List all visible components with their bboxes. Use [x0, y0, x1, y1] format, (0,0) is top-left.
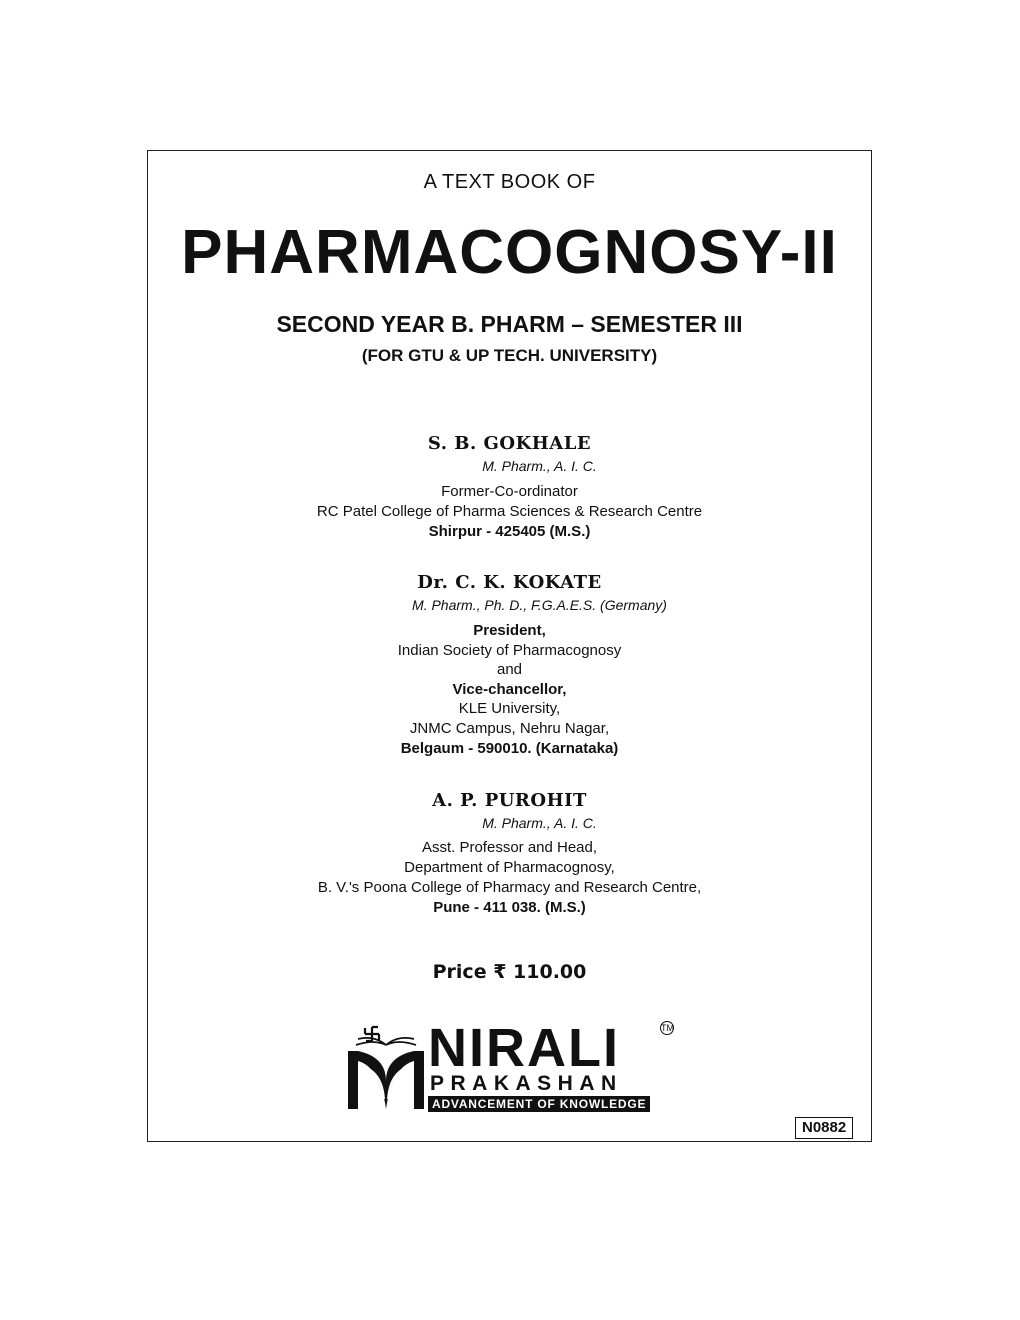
publisher-name: NIRALI [428, 1018, 620, 1078]
author-affiliation: Former-Co-ordinator [441, 483, 578, 500]
price-label: Price ₹ 110.00 [432, 961, 587, 983]
author-degrees: M. Pharm., A. I. C. [482, 815, 597, 831]
author-degrees: M. Pharm., Ph. D., F.G.A.E.S. (Germany) [412, 597, 667, 613]
publisher-subname: PRAKASHAN [430, 1072, 623, 1095]
author-name: A. P. PUROHIT [432, 790, 587, 811]
pretitle: A TEXT BOOK OF [423, 171, 596, 193]
author-affiliation: Indian Society of Pharmacognosy [397, 642, 622, 659]
course-subtitle: SECOND YEAR B. PHARM – SEMESTER III [276, 311, 743, 337]
author-address: Pune - 411 038. (M.S.) [433, 899, 586, 916]
author-affiliation: and [496, 661, 523, 678]
swastika-book-logo-icon [344, 1021, 428, 1113]
author-affiliation: Vice-chancellor, [452, 681, 567, 698]
publisher-logo [344, 1018, 676, 1113]
author-name: Dr. C. K. KOKATE [417, 572, 602, 593]
book-title: PHARMACOGNOSY-II [181, 218, 838, 287]
cover-frame [147, 150, 872, 1142]
book-code: N0882 [795, 1117, 853, 1139]
author-affiliation: B. V.'s Poona College of Pharmacy and Research Centre, [317, 879, 702, 896]
university-subtitle: (FOR GTU & UP TECH. UNIVERSITY) [361, 346, 658, 365]
trademark-icon: TM [661, 1023, 674, 1033]
author-affiliation: Asst. Professor and Head, [421, 839, 598, 856]
author-address: Belgaum - 590010. (Karnataka) [400, 740, 619, 757]
author-address: Shirpur - 425405 (M.S.) [428, 523, 591, 540]
author-affiliation: KLE University, [458, 700, 561, 717]
author-affiliation: RC Patel College of Pharma Sciences & Research Centre [316, 503, 703, 520]
author-affiliation: JNMC Campus, Nehru Nagar, [409, 720, 610, 737]
publisher-tagline: ADVANCEMENT OF KNOWLEDGE [428, 1096, 650, 1112]
author-affiliation: President, [473, 622, 546, 639]
author-name: S. B. GOKHALE [427, 433, 592, 454]
author-degrees: M. Pharm., A. I. C. [482, 458, 597, 474]
author-affiliation: Department of Pharmacognosy, [404, 859, 615, 876]
